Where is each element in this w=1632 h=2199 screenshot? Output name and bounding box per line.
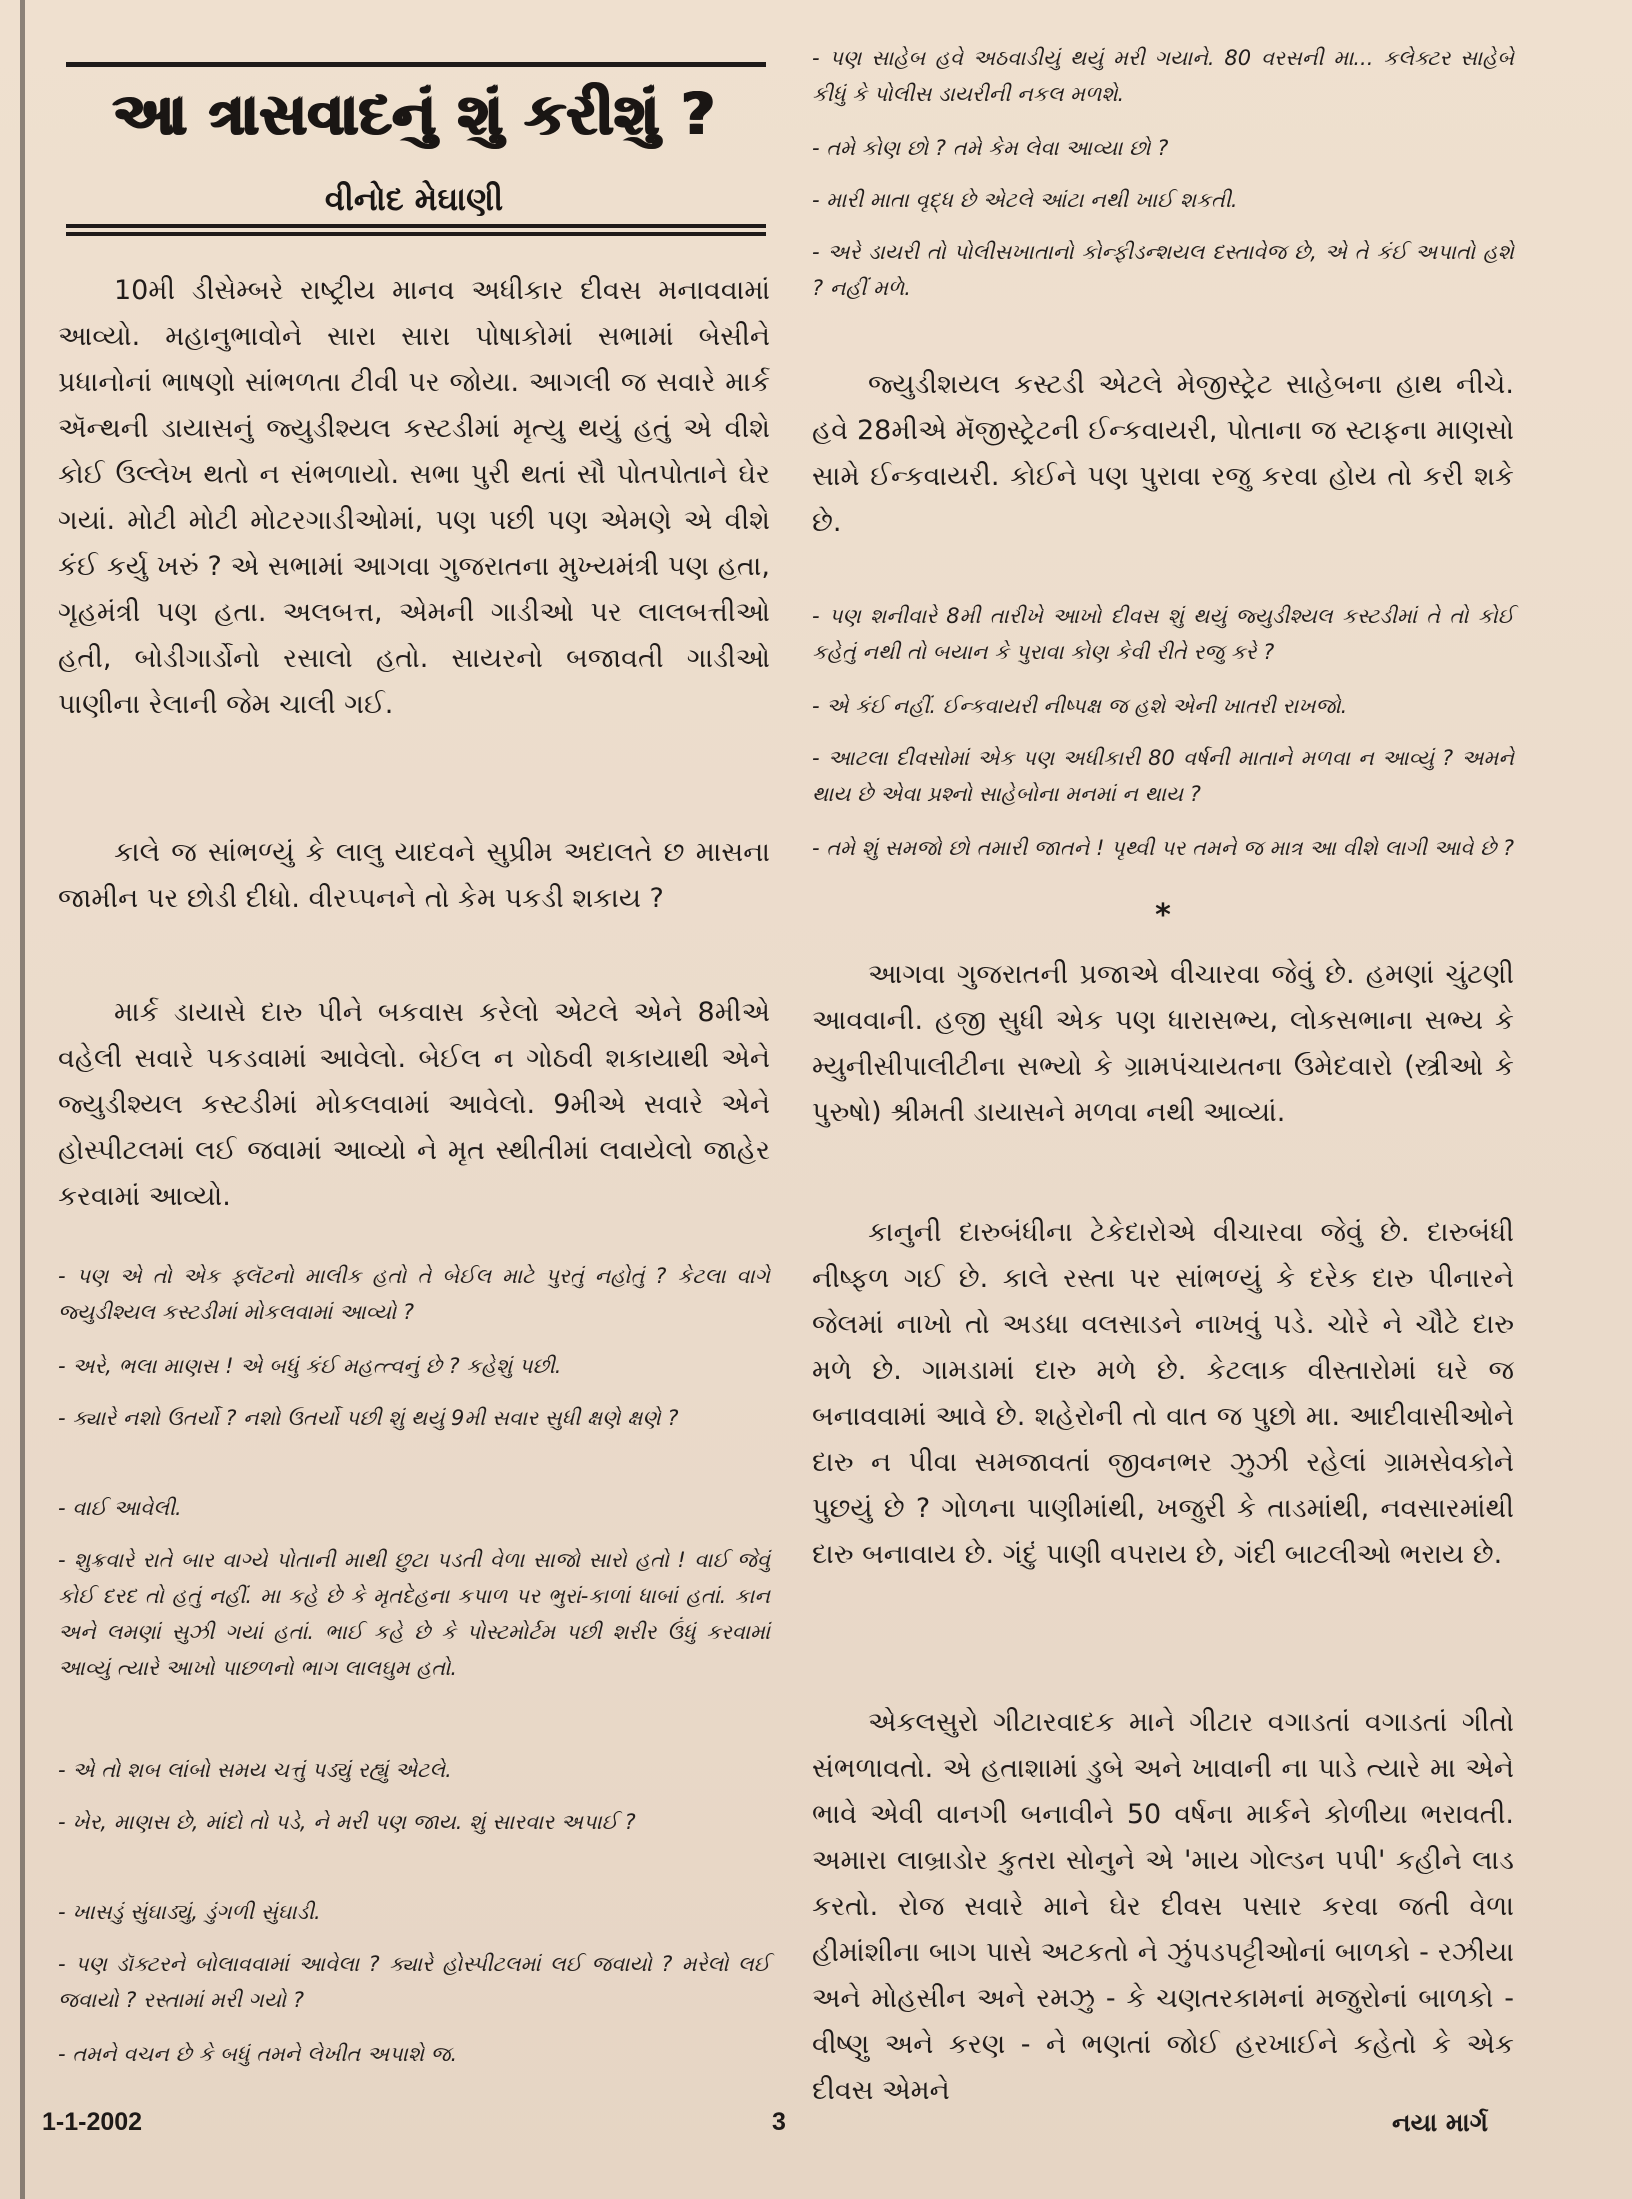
title-block <box>58 62 770 230</box>
body-paragraph: એકલસુરો ગીટારવાદક માને ગીટાર વગાડતાં વગાડતાં ગીતો સંભળાવતો. એ હતાશામાં ડુબે અને ખાવાની ના પાડે ત્યારે મા એને ભાવે એવી વાનગી બનાવીને 50 વર્ષના માર્કને કોળીયા ભરાવતી. અમારા લાબ્રાડોર કુતરા સોનુને એ 'માય ગોલ્ડન પપી' કહીને લાડ કરતો. રોજ સવારે માને ઘેર દીવસ પસાર કરવા જતી વેળા હીમાંશીના બાગ પાસે અટકતો ને ઝુંપડપટ્ટીઓનાં બાળકો - રઝીયા અને મોહસીન અને રમઝુ - કે ચણતરકામનાં મજુરોનાં બાળકો - વીષ્ણુ અને કરણ - ને ભણતાં જોઈ હરખાઈને કહેતો કે એક દીવસ એમને <box>812 1707 1514 2106</box>
dialogue-line: - તમે શું સમજો છો તમારી જાતને ! પૃથ્વી પર તમને જ માત્ર આ વીશે લાગી આવે છે ? <box>812 836 1515 860</box>
body-paragraph: 10મી ડીસેમ્બરે રાષ્ટ્રીય માનવ અધીકાર દીવસ મનાવવામાં આવ્યો. મહાનુભાવોને સારા સારા પોષાકોમાં સભામાં બેસીને પ્રધાનોનાં ભાષણો સાંભળતા ટીવી પર જોયા. આગલી જ સવારે માર્ક ઍન્થની ડાયાસનું જ્યુડીશ્યલ કસ્ટડીમાં મૃત્યુ થયું હતું એ વીશે કોઈ ઉલ્લેખ થતો ન સંભળાયો. સભા પુરી થતાં સૌ પોતપોતાને ઘેર ગયાં. મોટી મોટી મોટરગાડીઓમાં, પણ પછી પણ એમણે એ વીશે કંઈ કર્યુ ખરું ? એ સભામાં આગવા ગુજરાતના મુખ્યમંત્રી પણ હતા, ગૃહમંત્રી પણ હતા. અલબત્ત, એમની ગાડીઓ પર લાલબત્તીઓ હતી, બોડીગાર્ડોનો રસાલો હતો. સાયરનો બજાવતી ગાડીઓ પાણીના રેલાની જેમ ચાલી ગઈ. <box>58 275 770 720</box>
body-paragraph: જ્યુડીશયલ કસ્ટડી એટલે મેજીસ્ટ્રેટ સાહેબના હાથ નીચે. હવે 28મીએ મૅજીસ્ટ્રેટની ઈન્કવાયરી, પોતાના જ સ્ટાફના માણસો સામે ઈન્કવાયરી. કોઈને પણ પુરાવા રજુ કરવા હોય તો કરી શકે છે. <box>812 369 1514 538</box>
body-paragraph: માર્ક ડાયાસે દારુ પીને બકવાસ કરેલો એટલે એને 8મીએ વહેલી સવારે પકડવામાં આવેલો. બેઈલ ન ગોઠવી શકાયાથી એને જ્યુડીશ્યલ કસ્ટડીમાં મોકલવામાં આવેલો. 9મીએ સવારે એને હોસ્પીટલમાં લઈ જવામાં આવ્યો ને મૃત સ્થીતીમાં લવાયેલો જાહેર કરવામાં આવ્યો. <box>58 997 770 1212</box>
body-paragraph: કાલે જ સાંભળ્યું કે લાલુ યાદવને સુપ્રીમ અદાલતે છ માસના જામીન પર છોડી દીધો. વીરપ્પનને તો કેમ પકડી શકાય ? <box>58 837 770 914</box>
footer-page-number: 3 <box>772 2108 786 2136</box>
article-title: આ ત્રાસવાદનું શું કરીશું ? <box>112 80 716 148</box>
dialogue-line: - ખાસડું સુંઘાડ્યું, ડુંગળી સુંઘાડી. <box>58 1900 321 1924</box>
body-paragraph: કાનુની દારુબંધીના ટેકેદારોએ વીચારવા જેવું છે. દારુબંધી નીષ્ફળ ગઈ છે. કાલે રસ્તા પર સાંભળ્યું કે દરેક દારુ પીનારને જેલમાં નાખો તો અડધા વલસાડને નાખવું પડે. ચોરે ને ચૌટે દારુ મળે છે. ગામડામાં દારુ મળે છે. કેટલાક વીસ્તારોમાં ઘરે જ બનાવવામાં આવે છે. શહેરોની તો વાત જ પુછો મા. આદીવાસીઓને દારુ ન પીવા સમજાવતાં જીવનભર ઝુઝી રહેલાં ગ્રામસેવકોને પુછયું છે ? ગોળના પાણીમાંથી, ખજુરી કે તાડમાંથી, નવસારમાંથી દારુ બનાવાય છે. ગંદું પાણી વપરાય છે, ગંદી બાટલીઓ ભરાય છે. <box>812 1217 1514 1570</box>
dialogue-line: - અરે, ભલા માણસ ! એ બધું કંઈ મહત્ત્વનું છે ? કહેશું પછી. <box>58 1354 562 1378</box>
dialogue-line: - એ કંઈ નહીં. ઈન્કવાયરી નીષ્પક્ષ જ હશે એની ખાતરી રાખજો. <box>812 694 1348 718</box>
dialogue-line: - ક્યારે નશો ઉતર્યો ? નશો ઉતર્યો પછી શું થયું 9મી સવાર સુધી ક્ષણે ક્ષણે ? <box>58 1406 679 1430</box>
dialogue-line: - તમને વચન છે કે બધું તમને લેખીત અપાશે જ. <box>58 2042 458 2066</box>
body-paragraph: આગવા ગુજરાતની પ્રજાએ વીચારવા જેવું છે. હમણાં ચુંટણી આવવાની. હજી સુધી એક પણ ધારાસભ્ય, લોકસભાના સભ્ય કે મ્યુનીસીપાલીટીના સભ્યો કે ગ્રામપંચાયતના ઉમેદવારો (સ્ત્રીઓ કે પુરુષો) શ્રીમતી ડાયાસને મળવા નથી આવ્યાં. <box>812 959 1514 1128</box>
article-author: વીનોદ મેઘાણી <box>324 180 504 218</box>
dialogue-line: - વાઈ આવેલી. <box>58 1496 182 1520</box>
footer-magazine-name: નયા માર્ગ <box>1392 2108 1488 2137</box>
dialogue-line: - પણ સાહેબ હવે અઠવાડીયું થયું મરી ગયાને. 80 વરસની મા... કલેક્ટર સાહેબે કીધું કે પોલીસ ડાયરીની નકલ મળશે. <box>812 46 1514 106</box>
dialogue-line: - અરે ડાયરી તો પોલીસખાતાનો કોન્ફીડન્શયલ દસ્તાવેજ છે, એ તે કંઈ અપાતો હશે ? નહીં મળે. <box>812 240 1514 300</box>
footer-date: 1-1-2002 <box>42 2108 143 2136</box>
title-rule-bottom <box>66 224 766 228</box>
dialogue-line: - પણ ડૉક્ટરને બોલાવવામાં આવેલા ? ક્યારે હોસ્પીટલમાં લઈ જવાયો ? મરેલો લઈ જવાયો ? રસ્તામાં મરી ગયો ? <box>58 1952 770 2012</box>
dialogue-line: - શુક્રવારે રાતે બાર વાગ્યે પોતાની માથી છુટા પડતી વેળા સાજો સારો હતો ! વાઈ જેવું કોઈ દરદ તો હતું નહીં. મા કહે છે કે મૃતદેહના કપાળ પર ભુરાં-કાળાં ધાબાં હતાં. કાન અને લમણાં સુઝી ગયાં હતાં. ભાઈ કહે છે કે પોસ્ટમોર્ટમ પછી શરીર ઉંધું કરવામાં આવ્યું ત્યારે આખો પાછળનો ભાગ લાલઘુમ હતો. <box>58 1548 770 1680</box>
title-rule-top <box>66 62 766 67</box>
dialogue-line: - ખેર, માણસ છે, માંદો તો પડે, ને મરી પણ જાય. શું સારવાર અપાઈ ? <box>58 1810 636 1834</box>
dialogue-line: - તમે કોણ છો ? તમે કેમ લેવા આવ્યા છો ? <box>812 136 1169 160</box>
page-edge-shadow <box>20 0 25 2199</box>
dialogue-line: - પણ એ તો એક ફ્લૅટનો માલીક હતો તે બેઈલ માટે પુરતું નહોતું ? કેટલા વાગે જ્યુડીશ્યલ કસ્ટડીમાં મોકલવામાં આવ્યો ? <box>58 1264 770 1324</box>
dialogue-line: - એ તો શબ લાંબો સમય ચત્તું પડ્યું રહ્યું એટલે. <box>58 1758 452 1782</box>
title-rule-bottom-double <box>66 232 766 236</box>
dialogue-line: - આટલા દીવસોમાં એક પણ અધીકારી 80 વર્ષની માતાને મળવા ન આવ્યું ? અમને થાય છે એવા પ્રશ્નો સાહેબોના મનમાં ન થાય ? <box>812 746 1514 806</box>
dialogue-line: - પણ શનીવારે 8મી તારીખે આખો દીવસ શું થયું જ્યુડીશ્યલ કસ્ટડીમાં તે તો કોઈ કહેતું નથી તો બયાન કે પુરાવા કોણ કેવી રીતે રજુ કરે ? <box>812 604 1514 664</box>
section-separator-star: * <box>1155 898 1171 933</box>
dialogue-line: - મારી માતા વૃદ્ધ છે એટલે આંટા નથી ખાઈ શકતી. <box>812 188 1238 212</box>
